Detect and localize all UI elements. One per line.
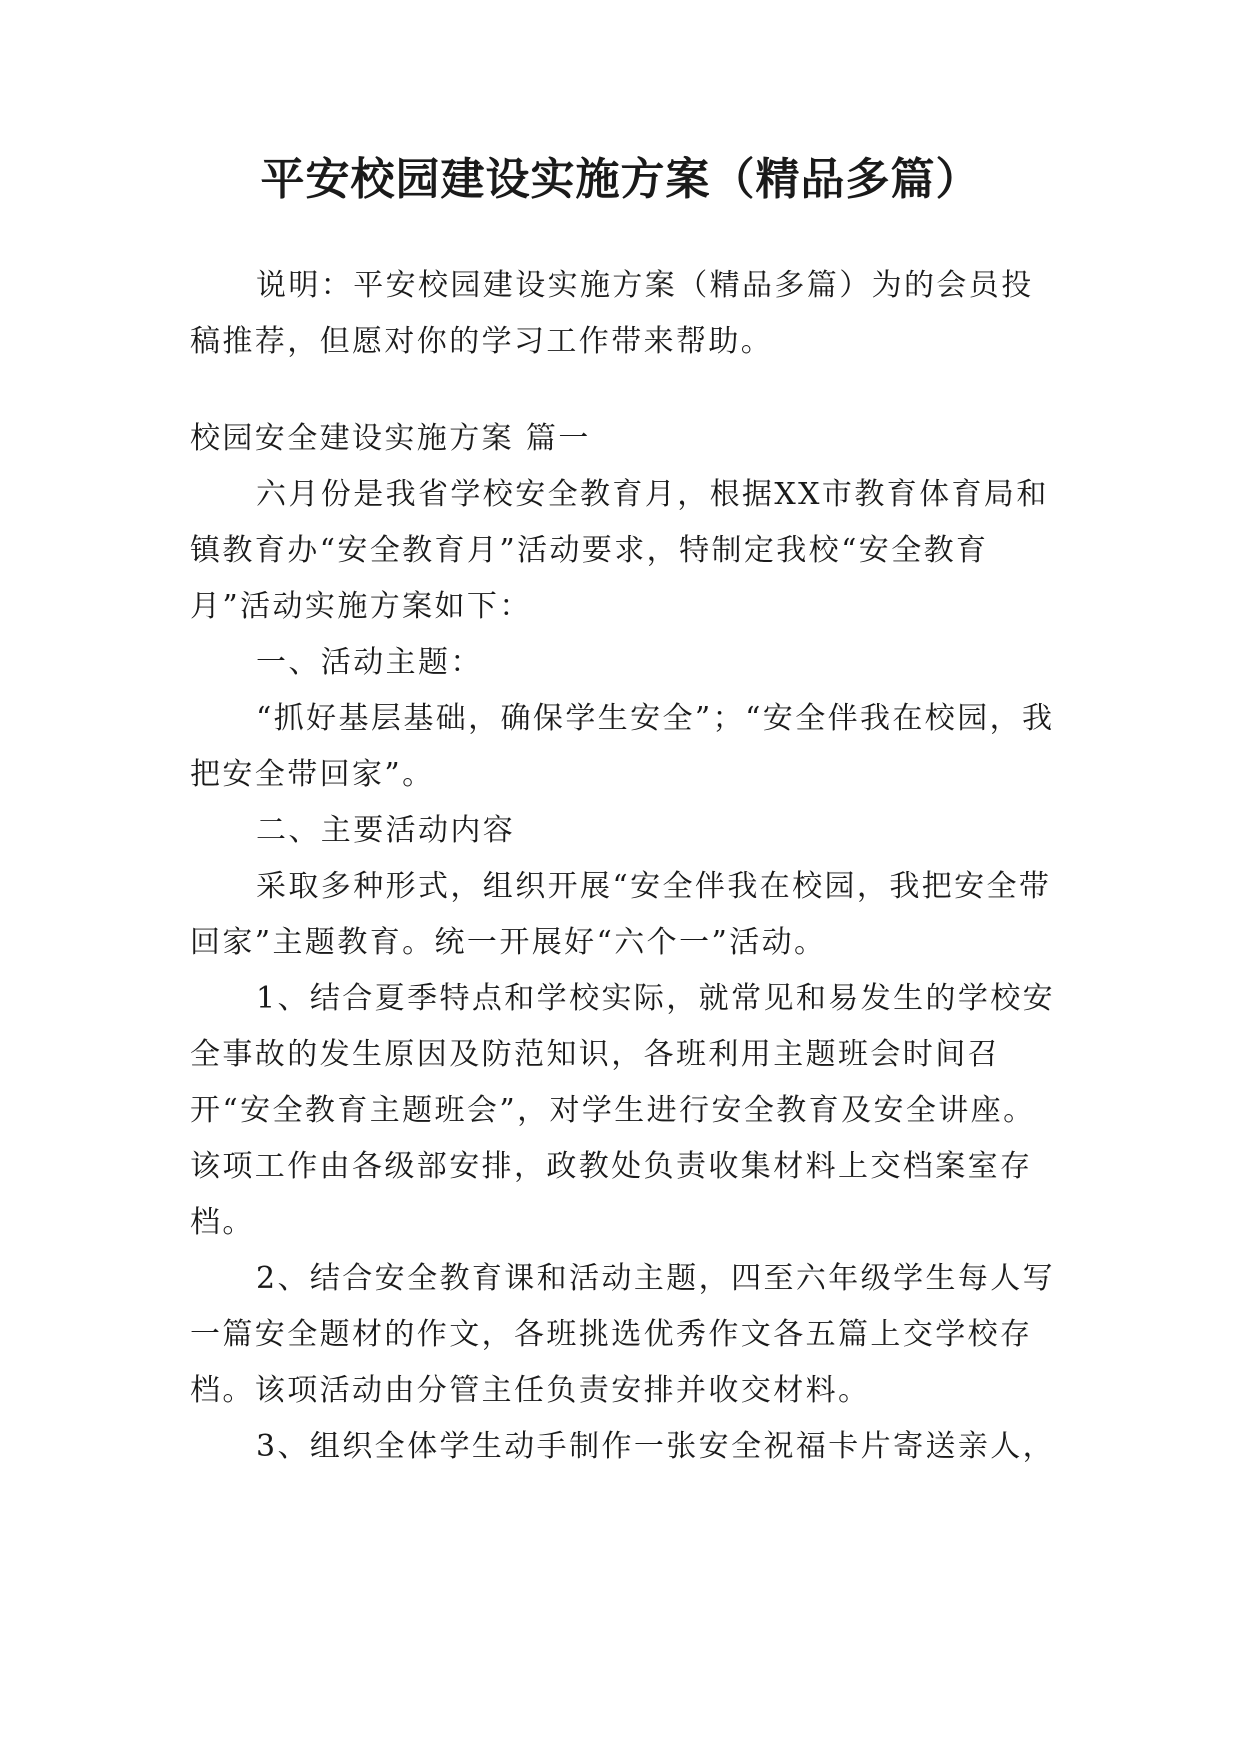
paragraph-1: 六月份是我省学校安全教育月，根据XX市教育体育局和镇教育办“安全教育月”活动要求，特制定我校“安全教育月”活动实施方案如下： [190,477,1049,624]
intro-block [190,258,1060,370]
paragraph-theme-heading: 一、活动主题： [256,645,483,680]
paragraph-item-3: 3、组织全体学生动手制作一张安全祝福卡片寄送亲人， [256,1429,1056,1464]
paragraph-activities-heading: 二、主要活动内容 [256,813,516,848]
section-heading: 校园安全建设实施方案 篇一 [190,421,591,456]
paragraph-theme-content: “抓好基层基础，确保学生安全”；“安全伴我在校园，我把安全带回家”。 [190,701,1055,792]
paragraph-item-1: 1、结合夏季特点和学校实际，就常见和易发生的学校安全事故的发生原因及防范知识，各班利用主题班会时间召开“安全教育主题班会”，对学生进行安全教育及安全讲座。该项工作由各级部安排，政教处负责收集材料上交档案室存档。 [190,981,1056,1240]
section-body [190,411,1060,1475]
intro-paragraph: 说明：平安校园建设实施方案（精品多篇）为的会员投稿推荐，但愿对你的学习工作带来帮助。 [190,268,1034,359]
document-title: 平安校园建设实施方案（精品多篇） [260,154,981,205]
paragraph-activities-intro: 采取多种形式，组织开展“安全伴我在校园，我把安全带回家”主题教育。统一开展好“六个一”活动。 [190,869,1052,960]
paragraph-item-2: 2、结合安全教育课和活动主题，四至六年级学生每人写一篇安全题材的作文，各班挑选优秀作文各五篇上交学校存档。该项活动由分管主任负责安排并收交材料。 [190,1261,1056,1408]
